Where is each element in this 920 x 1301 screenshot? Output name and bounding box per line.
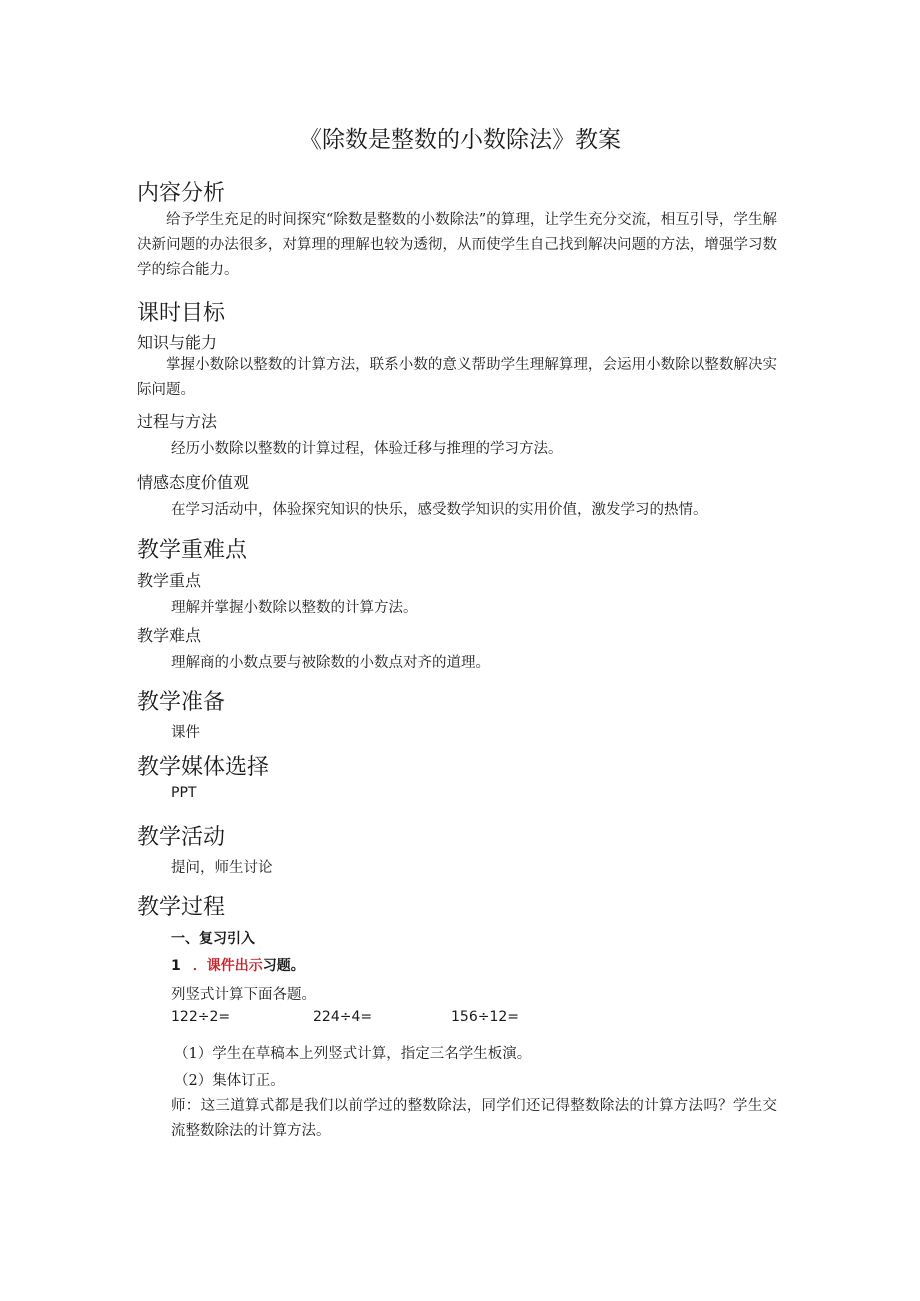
item-rest-text: 习题。 — [262, 958, 305, 974]
equation-2: 224÷4= — [313, 1009, 373, 1025]
paragraph-key-point: 理解并掌握小数除以整数的计算方法。 — [171, 600, 418, 616]
text-media: PPT — [171, 785, 197, 801]
heading-preparation: 教学准备 — [137, 690, 226, 715]
page-title: 《除数是整数的小数除法》教案 — [299, 127, 621, 153]
heading-key-difficult: 教学重难点 — [137, 538, 248, 563]
sub-step-2: （2）集体订正。 — [174, 1073, 285, 1089]
teacher-paragraph: 师：这三道算式都是我们以前学过的整数除法，同学们还记得整数除法的计算方法吗？学生交流整数除法的计算方法。 — [171, 1098, 777, 1139]
paragraph-difficult-point: 理解商的小数点要与被除数的小数点对齐的道理。 — [171, 655, 490, 671]
item-1 — [171, 955, 305, 975]
heading-lesson-goals: 课时目标 — [137, 301, 226, 326]
step-review-intro: 一、复习引入 — [171, 931, 255, 947]
heading-activity: 教学活动 — [137, 825, 226, 850]
subheading-knowledge: 知识与能力 — [137, 333, 218, 352]
paragraph-emotion: 在学习活动中，体验探究知识的快乐，感受数学知识的实用价值，激发学习的热情。 — [171, 502, 708, 518]
heading-content-analysis: 内容分析 — [137, 181, 226, 206]
equation-1: 122÷2= — [171, 1009, 231, 1025]
subheading-process-method: 过程与方法 — [137, 412, 218, 431]
paragraph-knowledge: 掌握小数除以整数的计算方法，联系小数的意义帮助学生理解算理，会运用小数除以整数解决实际问题。 — [137, 357, 777, 398]
subheading-difficult-point: 教学难点 — [137, 626, 202, 645]
text-activity: 提问，师生讨论 — [171, 860, 273, 876]
sub-step-1: （1）学生在草稿本上列竖式计算，指定三名学生板演。 — [174, 1046, 532, 1062]
equation-3: 156÷12= — [451, 1009, 519, 1025]
subheading-emotion: 情感态度价值观 — [137, 473, 250, 492]
item-number: 1 — [171, 958, 181, 974]
paragraph-process-method: 经历小数除以整数的计算过程，体验迁移与推理的学习方法。 — [171, 441, 563, 457]
heading-media: 教学媒体选择 — [137, 755, 270, 780]
subheading-key-point: 教学重点 — [137, 571, 202, 590]
item-red-text: ．课件出示 — [192, 958, 263, 974]
paragraph-content-analysis: 给予学生充足的时间探究“除数是整数的小数除法”的算理，让学生充分交流，相互引导，学生解决新问题的办法很多，对算理的理解也较为透彻，从而使学生自己找到解决问题的方法，增强学习数学的综合能力。 — [137, 212, 777, 278]
heading-process: 教学过程 — [137, 895, 226, 920]
text-preparation: 课件 — [171, 725, 200, 741]
instruction-text: 列竖式计算下面各题。 — [171, 987, 316, 1003]
